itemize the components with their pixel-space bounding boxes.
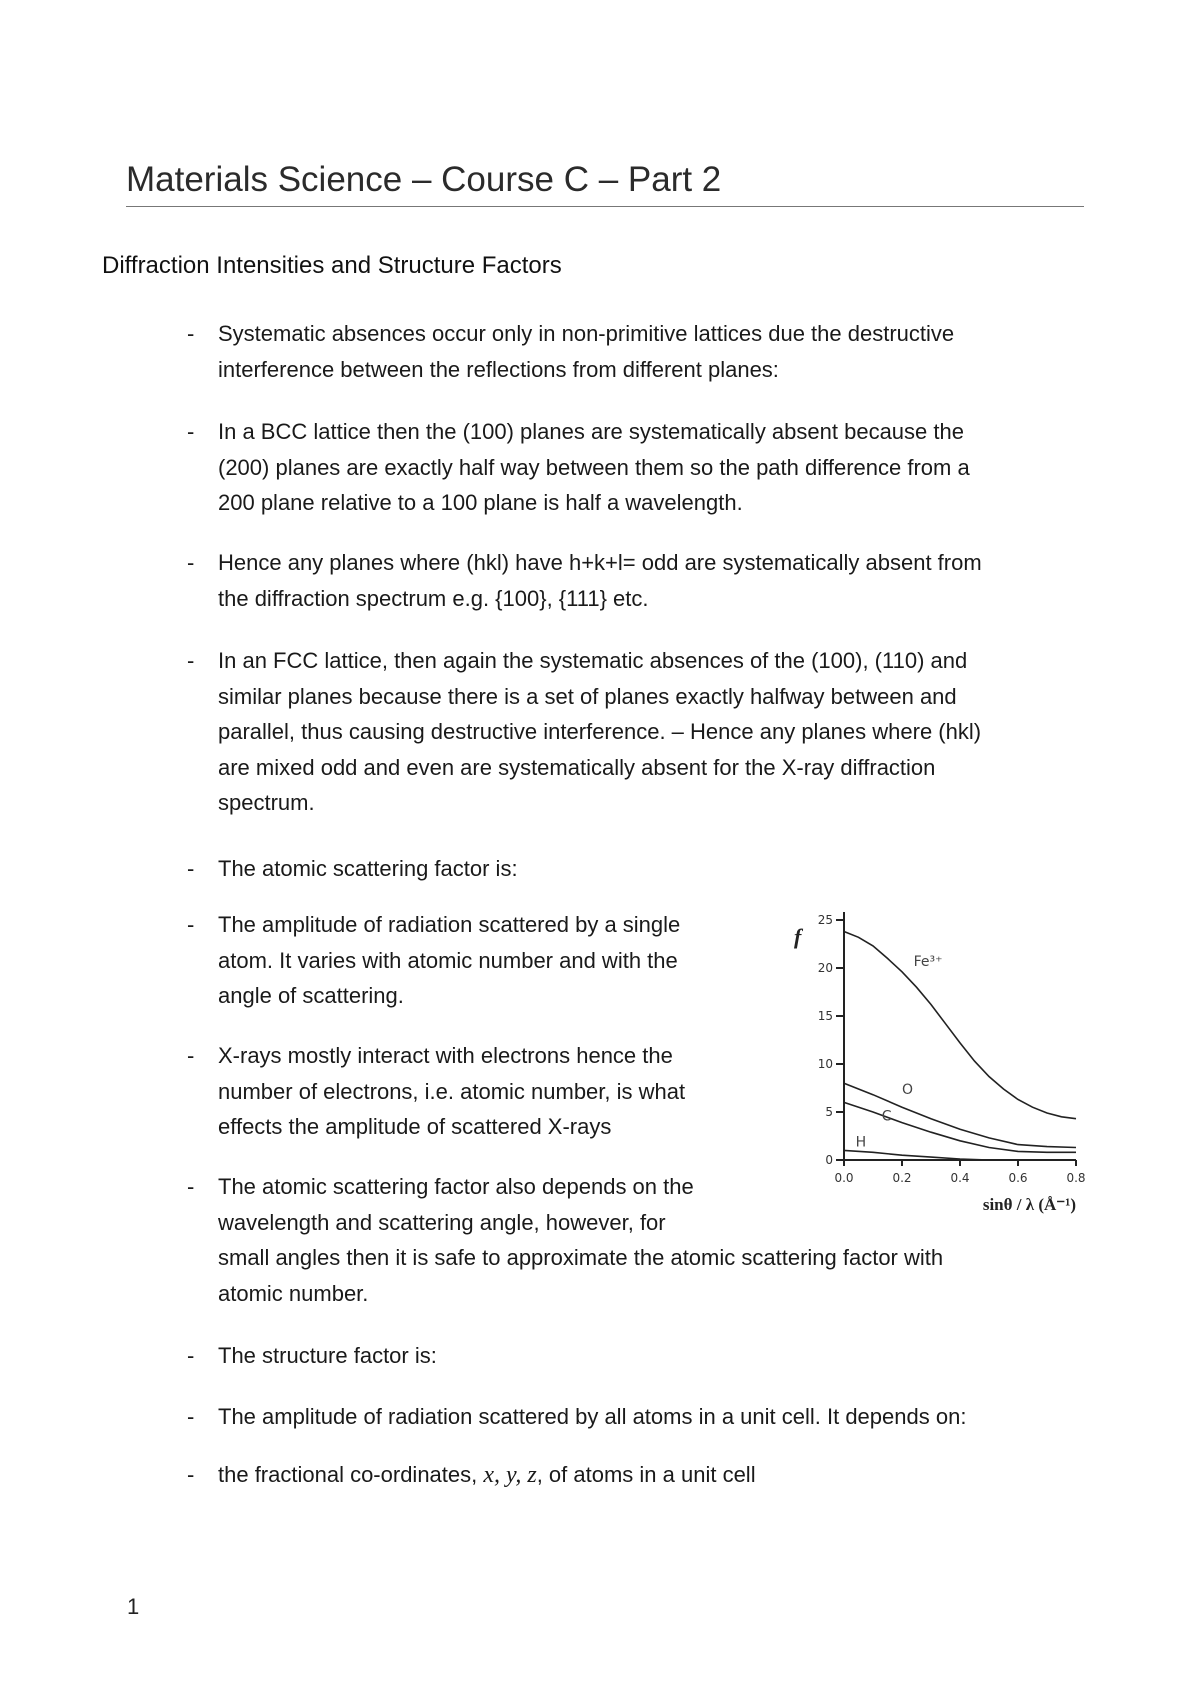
bullet-text-line: The atomic scattering factor is: [218, 856, 518, 881]
bullet-dash: - [187, 321, 195, 346]
bullet-text-line: In an FCC lattice, then again the systematic absences of the (100), (110) and [218, 648, 968, 673]
x-tick-label: 0.0 [834, 1171, 854, 1185]
section-heading: Diffraction Intensities and Structure Factors [102, 252, 562, 279]
atomic-scattering-factor-chart [786, 900, 1086, 1220]
bullet-text-line: 200 plane relative to a 100 plane is half a wavelength. [218, 490, 743, 515]
bullet-text-line: spectrum. [218, 790, 315, 815]
bullet-item [187, 851, 518, 887]
bullet-text-line: the diffraction spectrum e.g. {100}, {111} etc. [218, 585, 649, 611]
bullet-text-line: In a BCC lattice then the (100) planes are systematically absent because the [218, 419, 964, 444]
bullet-text-line: the fractional co-ordinates, x, y, z, of atoms in a unit cell [218, 1462, 756, 1488]
bullet-item [187, 1338, 437, 1374]
bullet-text-line: effects the amplitude of scattered X-rays [218, 1114, 612, 1139]
x-tick-label: 0.8 [1066, 1171, 1086, 1185]
bullet-text-line: The atomic scattering factor also depends on the [218, 1174, 694, 1199]
bullet-item [187, 1038, 686, 1145]
bullet-item [187, 907, 681, 1014]
x-axis-label: sinθ / λ (Å⁻¹) [982, 1195, 1076, 1214]
bullet-dash: - [187, 1174, 195, 1199]
bullet-text-line: X-rays mostly interact with electrons hence the [218, 1043, 673, 1068]
bullet-text-line: similar planes because there is a set of planes exactly halfway between and [218, 683, 957, 709]
bullet-item [187, 1399, 967, 1435]
bullet-text-line: interference between the reflections from different planes: [218, 356, 779, 382]
x-tick-label: 0.6 [1008, 1171, 1028, 1185]
series-line [844, 1150, 989, 1160]
y-axis-label: f [794, 924, 802, 949]
bullet-text-line: angle of scattering. [218, 983, 404, 1008]
bullet-text-line: parallel, thus causing destructive interference. – Hence any planes where (hkl) [218, 719, 982, 744]
bullet-item [187, 316, 955, 387]
bullet-dash: - [187, 1343, 195, 1368]
series-line [844, 932, 1076, 1119]
bullet-item [187, 414, 970, 521]
bullet-item [187, 545, 982, 616]
bullet-dash: - [187, 1043, 195, 1068]
x-tick-label: 0.4 [950, 1171, 970, 1185]
series-label: C [881, 1108, 892, 1125]
bullet-text-line: Hence any planes where (hkl) have h+k+l= odd are systematically absent from [218, 550, 982, 575]
page-title: Materials Science – Course C – Part 2 [126, 160, 1084, 207]
series-label: H [855, 1134, 867, 1151]
bullet-text-line: (200) planes are exactly half way between them so the path difference from a [218, 454, 970, 480]
y-tick-label: 0 [825, 1153, 833, 1167]
bullet-text-line: are mixed odd and even are systematically absent for the X-ray diffraction [218, 754, 936, 780]
bullet-dash: - [187, 648, 195, 673]
bullet-dash: - [187, 550, 195, 575]
bullet-dash: - [187, 912, 195, 937]
y-tick-label: 15 [817, 1009, 833, 1023]
y-tick-label: 25 [817, 913, 833, 927]
series-line [844, 1083, 1076, 1147]
page-number: 1 [127, 1594, 140, 1619]
x-tick-label: 0.2 [892, 1171, 912, 1185]
bullet-text-line: number of electrons, i.e. atomic number, is what [218, 1078, 686, 1104]
bullet-dash: - [187, 419, 195, 444]
bullet-dash: - [187, 1404, 195, 1429]
bullet-text-line: atomic number. [218, 1280, 369, 1306]
bullet-text-line: wavelength and scattering angle, however, for [218, 1209, 666, 1235]
bullet-text-line: The amplitude of radiation scattered by all atoms in a unit cell. It depends on: [218, 1404, 967, 1429]
bullet-item [187, 643, 982, 821]
math-coordinates: x, y, z [483, 1462, 537, 1488]
bullet-text-line: atom. It varies with atomic number and with the [218, 947, 678, 973]
y-tick-label: 5 [825, 1105, 833, 1119]
y-tick-label: 10 [817, 1057, 833, 1071]
y-tick-label: 20 [817, 961, 833, 975]
series-label: O [902, 1081, 914, 1098]
bullet-dash: - [187, 1462, 195, 1487]
bullet-item [187, 1457, 756, 1494]
bullet-text-line: The structure factor is: [218, 1343, 437, 1368]
bullet-text-line: The amplitude of radiation scattered by a single [218, 912, 681, 937]
bullet-dash: - [187, 856, 195, 881]
bullet-text-line: Systematic absences occur only in non-primitive lattices due the destructive [218, 321, 955, 346]
bullet-text-line: small angles then it is safe to approximate the atomic scattering factor with [218, 1245, 944, 1270]
series-label: Fe³⁺ [913, 954, 943, 971]
